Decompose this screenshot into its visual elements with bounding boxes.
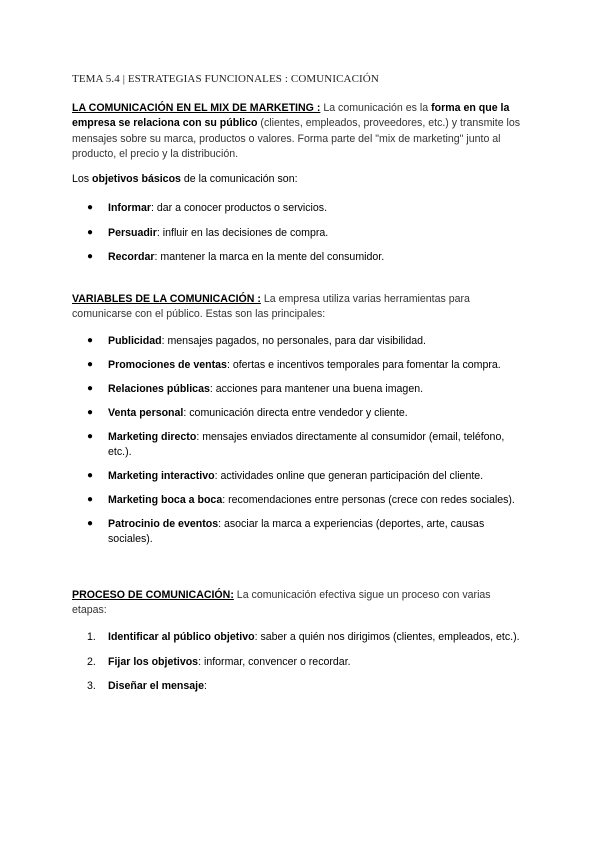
section-heading-process: PROCESO DE COMUNICACIÓN: xyxy=(72,589,234,601)
bullet-icon: ● xyxy=(87,359,94,371)
list-item: 2. Fijar los objetivos: informar, convencer o recordar. xyxy=(87,655,351,668)
list-item: ● Venta personal: comunicación directa entre vendedor y cliente. xyxy=(87,407,408,420)
list-item: ● Promociones de ventas: ofertas e incentivos temporales para fomentar la compra. xyxy=(87,359,501,372)
list-item: ● Persuadir: influir en las decisiones de compra. xyxy=(87,226,329,239)
list-item: ● Informar: dar a conocer productos o servicios. xyxy=(87,202,328,214)
list-item: ● Relaciones públicas: acciones para mantener una buena imagen. xyxy=(87,383,424,396)
list-item: ● Marketing directo: mensajes enviados directamente al consumidor (email, teléfono, etc.). xyxy=(87,431,505,458)
topic-header: TEMA 5.4 | ESTRATEGIAS FUNCIONALES : COMUNICACIÓN xyxy=(72,73,379,85)
bullet-icon: ● xyxy=(87,335,94,346)
objectives-list xyxy=(72,201,528,265)
list-item: 3. Diseñar el mensaje: xyxy=(87,680,207,693)
bullet-icon: ● xyxy=(87,407,94,419)
process-list xyxy=(72,630,528,694)
bullet-icon: ● xyxy=(87,226,94,238)
bullet-icon: ● xyxy=(87,202,94,213)
section-mix-paragraph: LA COMUNICACIÓN EN EL MIX DE MARKETING : La comunicación es la forma en que la empresa se relaciona con su público (clientes, empleados, proveedores, etc.) y transmite los mensajes sobre su marca, productos o valores. Forma parte del "mix de marketing" junto al producto, el precio y la distribución. xyxy=(72,102,521,161)
list-item: ● Patrocinio de eventos: asociar la marca a experiencias (deportes, arte, causas sociales). xyxy=(87,518,485,545)
objectives-intro: Los objetivos básicos de la comunicación son: xyxy=(72,173,298,185)
variables-list xyxy=(72,334,528,546)
list-item: ● Publicidad: mensajes pagados, no personales, para dar visibilidad. xyxy=(87,335,426,347)
section-process-paragraph: PROCESO DE COMUNICACIÓN: La comunicación efectiva sigue un proceso con varias etapas: xyxy=(72,589,491,617)
list-item: 1. Identificar al público objetivo: saber a quién nos dirigimos (clientes, empleados, etc.). xyxy=(87,631,520,643)
list-item: ● Recordar: mantener la marca en la mente del consumidor. xyxy=(87,251,385,264)
bullet-icon: ● xyxy=(87,431,94,443)
bullet-icon: ● xyxy=(87,251,94,263)
bullet-icon: ● xyxy=(87,518,94,530)
bullet-icon: ● xyxy=(87,494,94,506)
list-item: ● Marketing boca a boca: recomendaciones entre personas (crece con redes sociales). xyxy=(87,494,515,507)
section-heading-variables: VARIABLES DE LA COMUNICACIÓN : xyxy=(72,293,261,305)
bullet-icon: ● xyxy=(87,383,94,395)
list-item: ● Marketing interactivo: actividades online que generan participación del cliente. xyxy=(87,470,484,483)
bullet-icon: ● xyxy=(87,470,94,482)
section-heading-mix: LA COMUNICACIÓN EN EL MIX DE MARKETING : xyxy=(72,102,321,114)
section-variables-paragraph: VARIABLES DE LA COMUNICACIÓN : La empresa utiliza varias herramientas para comunicarse con el público. Estas son las principales: xyxy=(72,293,470,321)
